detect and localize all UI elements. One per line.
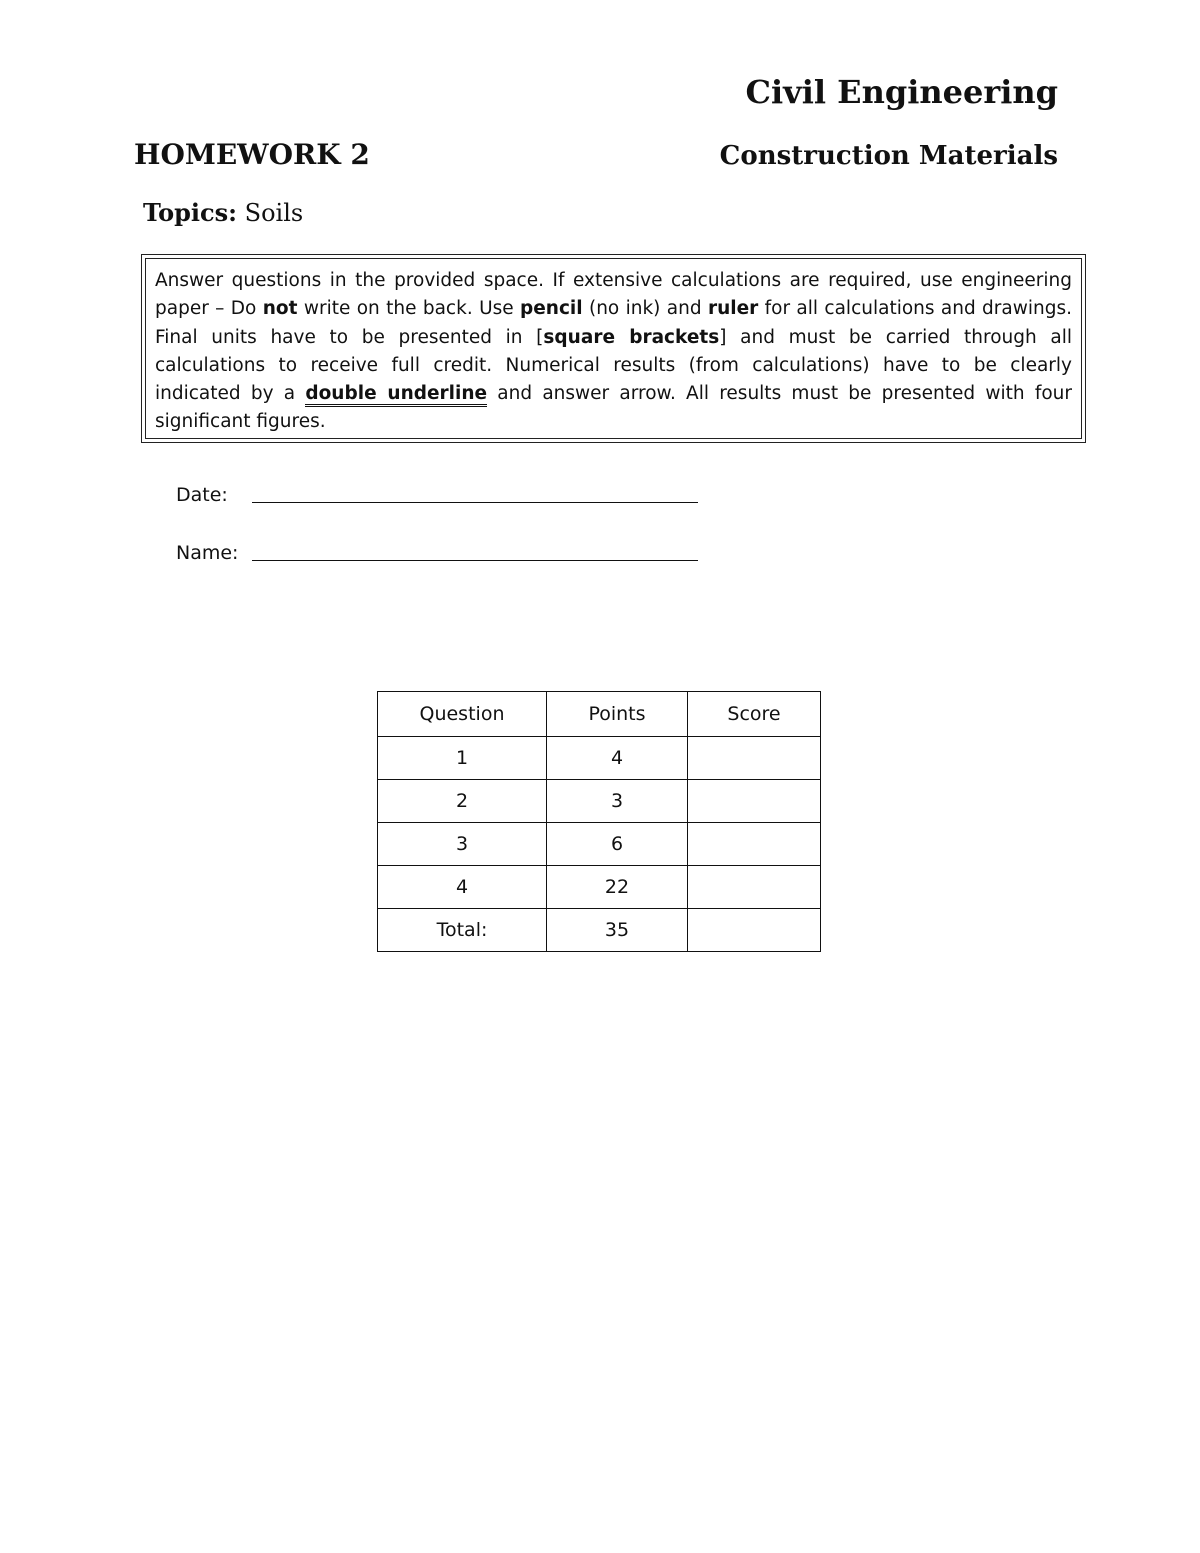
table-row (378, 823, 821, 866)
instructions-text-3: (no ink) and (582, 298, 708, 320)
header-question: Question (378, 692, 547, 737)
cell-question: 2 (378, 780, 547, 823)
instructions-text-5: ] and must be carried through all calculations to receive full credit. Numerical results (from calculations) have to be clearly indicated by a (155, 326, 1073, 405)
instructions-bold-square-brackets: square brackets (543, 326, 720, 348)
cell-score[interactable] (688, 737, 821, 780)
table-header-row (378, 692, 821, 737)
cell-points: 22 (547, 866, 688, 909)
header-score: Score (688, 692, 821, 737)
name-label: Name: (176, 542, 239, 564)
instructions-double-underline: double underline (305, 383, 487, 407)
homework-title: HOMEWORK 2 (134, 138, 370, 171)
instructions-text-1: Answer questions in the provided space. If extensive calculations are required, use engineering paper – Do (155, 270, 1072, 320)
cell-score[interactable] (688, 780, 821, 823)
cell-question: 3 (378, 823, 547, 866)
instructions-bold-pencil: pencil (520, 298, 583, 320)
cell-points: 6 (547, 823, 688, 866)
table-total-row (378, 909, 821, 952)
cell-total-points: 35 (547, 909, 688, 952)
instructions-text (145, 258, 1082, 439)
name-input-line[interactable] (252, 560, 698, 561)
table-row (378, 780, 821, 823)
instructions-text-4: for all calculations and drawings. Final units have to be presented in [ (155, 298, 1072, 348)
department-title: Civil Engineering (745, 73, 1058, 111)
instructions-bold-not: not (262, 298, 298, 320)
date-label: Date: (176, 484, 228, 506)
instructions-bold-ruler: ruler (707, 298, 759, 320)
topics-value: Soils (244, 199, 304, 227)
instructions-text-6: and answer arrow. All results must be presented with four significant figures. (155, 383, 1072, 433)
table-row (378, 737, 821, 780)
cell-total-score[interactable] (688, 909, 821, 952)
header-points: Points (547, 692, 688, 737)
cell-points: 3 (547, 780, 688, 823)
course-title: Construction Materials (719, 141, 1058, 171)
cell-question: 1 (378, 737, 547, 780)
cell-score[interactable] (688, 866, 821, 909)
date-input-line[interactable] (252, 502, 698, 503)
cell-total-label: Total: (378, 909, 547, 952)
cell-score[interactable] (688, 823, 821, 866)
instructions-text-2: write on the back. Use (297, 298, 520, 320)
cell-question: 4 (378, 866, 547, 909)
score-table (377, 691, 821, 952)
topics-line (143, 196, 303, 230)
table-row (378, 866, 821, 909)
topics-label: Topics: (143, 198, 237, 227)
cell-points: 4 (547, 737, 688, 780)
instructions-box (141, 254, 1086, 443)
